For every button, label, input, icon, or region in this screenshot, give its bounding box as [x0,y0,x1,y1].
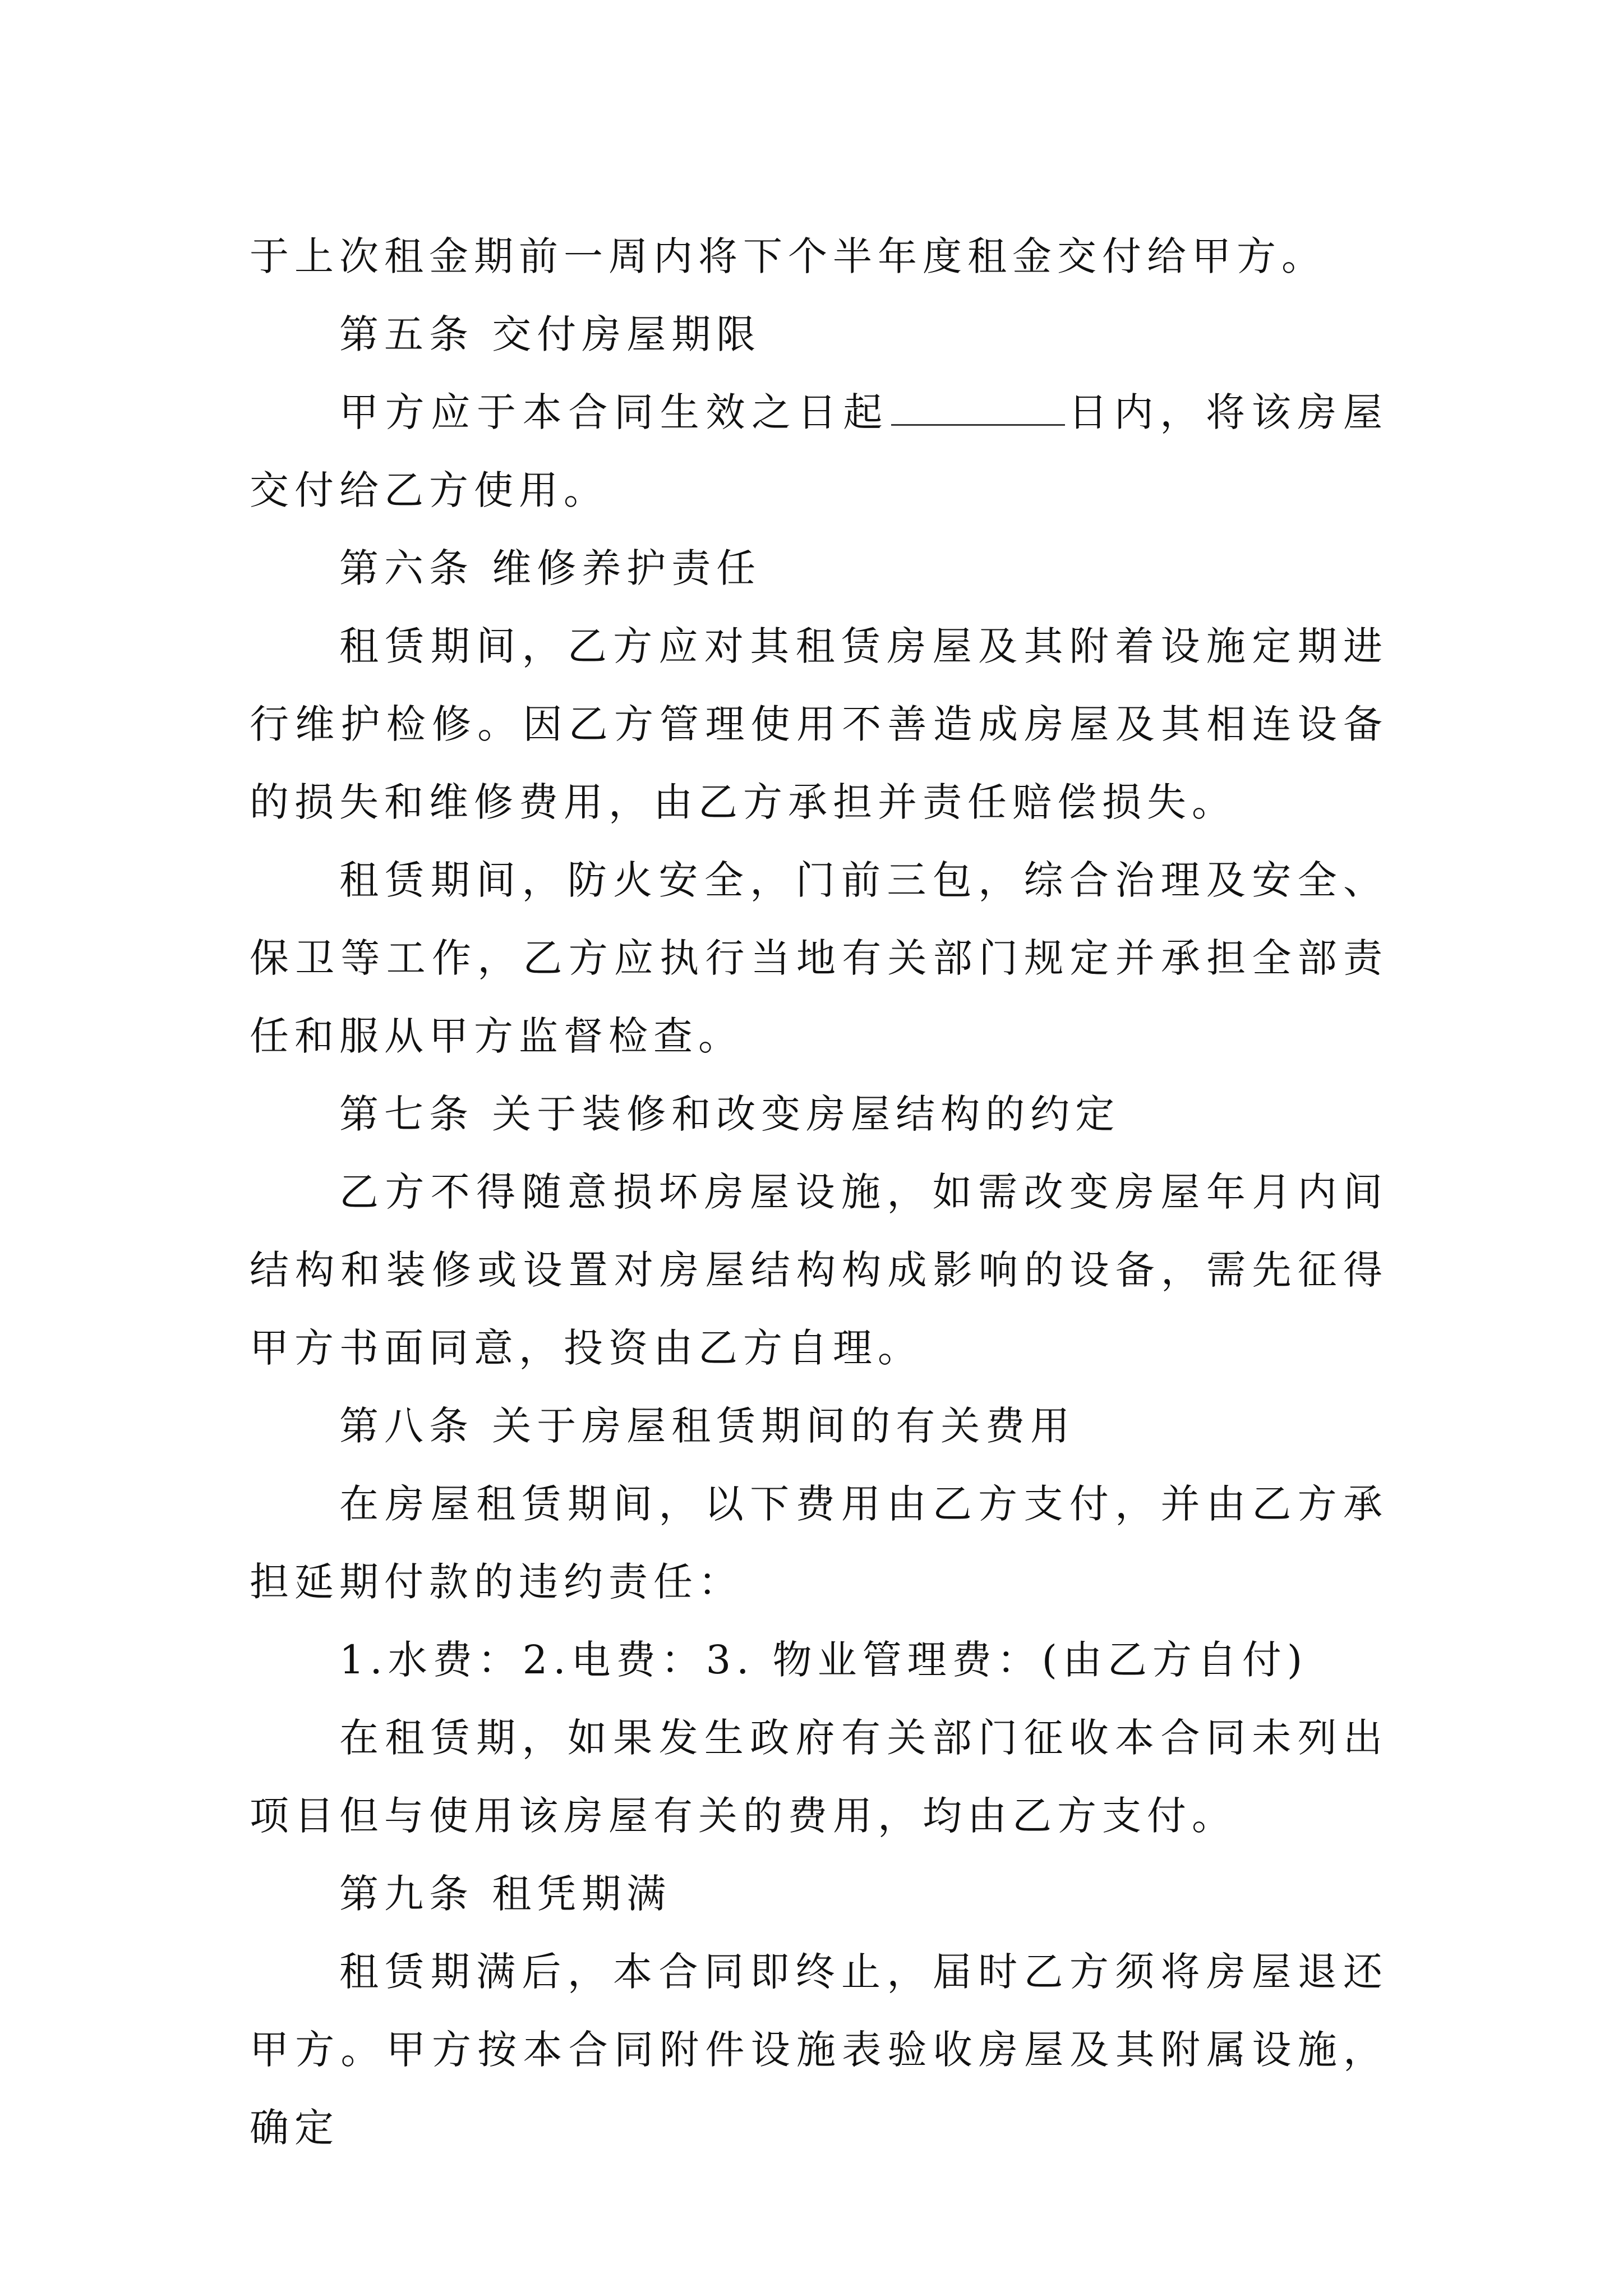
article-8-heading: 第八条 关于房屋租赁期间的有关费用 [339,1403,1076,1449]
article-9-heading: 第九条 租凭期满 [339,1871,672,1917]
continued-paragraph: 于上次租金期前一周内将下个半年度租金交付给甲方。 [250,233,1326,279]
article-6-paragraph-1: 租赁期间，乙方应对其租赁房屋及其附着设施定期进行维护检修。因乙方管理使用不善造成房屋及其相连设备的损失和维修费用，由乙方承担并责任赔偿损失。 [250,623,1388,825]
article-6-heading: 第六条 维修养护责任 [339,545,762,591]
article-5-text-before-blank: 甲方应于本合同生效之日起 [339,389,889,435]
article-5-paragraph [250,374,1388,530]
article-5-text-after-blank: 日内，将该房屋交付给乙方使用。 [250,389,1389,513]
article-8-paragraph-3: 在租赁期，如果发生政府有关部门征收本合同未列出项目但与使用该房屋有关的费用，均由乙方支付。 [250,1715,1388,1839]
article-8-paragraph-1: 在房屋租赁期间，以下费用由乙方支付，并由乙方承担延期付款的违约责任： [250,1481,1388,1605]
article-8-fee-list: 1.水费：2.电费：3. 物业管理费：(由乙方自付) [339,1637,1308,1683]
article-9-paragraph: 租赁期满后，本合同即终止，届时乙方须将房屋退还甲方。甲方按本合同附件设施表验收房屋及其附属设施，确定 [250,1949,1388,2151]
article-7-paragraph: 乙方不得随意损坏房屋设施，如需改变房屋年月内间结构和装修或设置对房屋结构构成影响的设备，需先征得甲方书面同意，投资由乙方自理。 [250,1169,1388,1371]
article-5-heading: 第五条 交付房屋期限 [339,311,762,357]
article-6-paragraph-2: 租赁期间，防火安全，门前三包，综合治理及安全、保卫等工作，乙方应执行当地有关部门规定并承担全部责任和服从甲方监督检查。 [250,857,1388,1059]
document-body [250,218,1388,2167]
fill-in-blank [891,424,1065,426]
article-7-heading: 第七条 关于装修和改变房屋结构的约定 [339,1091,1121,1137]
